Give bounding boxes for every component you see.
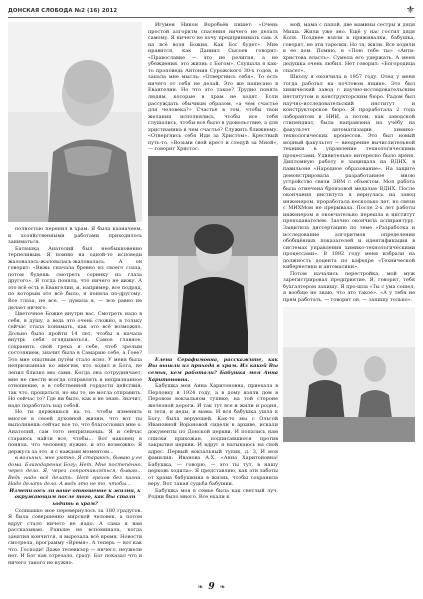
column-3 [283, 22, 415, 577]
photo-woman-in-church [148, 156, 278, 354]
paragraph: Цветочное Божие внутри вас. Смотреть надо в себя, в душу, а ведь это очень сложно, в тольку сейчас стала понимать, как это всё возможно. Дольно было пройти 14 лет, чтобы я начала внутрь себя оглядываться. Самое главное, сохранить свой греха в себе, чтоб зрелым состоянием, значит была в Самарию себе, а Гоее? Это мне опытным путём стало ясно. У меня была непризнанная ко многим, кто ходил в Бога, не лепил близко мы сами. Когда она сотрудничает, мне не свести всегда отправлять в непризнанное отношение, а в собственной гордости действия, так что, прощаться, но мы то, не могла отправить. Но сейчас то? Где ни было, как я не знаю. Значит, надо поработать над собой. [8, 311, 142, 409]
paragraph: Игумен Никон Воробьёв пишет: «Очень простой алгоритм спасения ничего не делать самому. Я ничего не хочу предпринимать сам. А на всё воля Божия. Как Бог будет». Мне нравится, как Даниил Сысоев говорит: «Православие — это не религия, а не убеждения, это жизнь с Богом». Слушала я как-то проповедь Антония Сурожского 30-х годов, и запала мне мысль: «Отвергнись себя». То есть ничего от себя не делай. Это же написано в Евангелии. Но что это такое? Трудно понять людям, которые в храм не ходят. Если рассуждать обычным образом, «а чем счастье для человека?» Счастье в том, чтобы твои желания исполнялись, чтобы все тебя слушались, чтобы все было в удовольствие, а для христианина в чем счастье? Служить ближнему. «Отвергнись себя Иди за Христом». Крестный путь-то. «Возьми свой крест и следуй за Мной», — говорит Христос. [148, 22, 278, 153]
italic-paragraph: в вольных, мне уютно. Я стараюсь, бываю у ее дома. Благодарение Богу: Нет. Мне постепенно, через дело. Я, через сопротивляться, бываю... Ведь надо всё делать. Нет грехов без казни. Надо делать дело. А ведь это не то, чтобы... [8, 455, 142, 488]
interview-question: Елена Серафимовна, расскажите, как Вы вышли из прихода в храм. Из какой Вы семьи, кем работали? Бабушка моя Анна Харитоновна. [148, 356, 278, 383]
column-2 [148, 22, 278, 577]
paragraph: Потом начались перестройка, мой муж зарегистрировал предприятие. Я, говорит, тебя бухгалтером запишу. Я про-шла «Ты с ума сошел, я вообще не знаю, что это такое». «А у тебя не прям работать, — говорит он, — запишу только». [283, 270, 415, 303]
paragraph: Но ты держишься на то, чтобы изменить многое в своей духовной жизни, что вот ты выполняешь сейчас все то, что благословил мне о. Анатолий, сам того непризнаешь. Я и сейчас стараюсь найти все, чтобы... Вот наконец я поняла, что человеку нужно, и это возможно: Я держусь за это, и с каждым моментом... [8, 409, 142, 455]
footer-ornament-icon: ❧ [197, 583, 204, 591]
paragraph: мой, мама с папой, две мамины сестры и дядя Миша. Жили уже эно. Ещё у нас гостил дядя Коля. Позднее взяли в приживалки, бабушка, говорят, не эти тарелки. Но та, жили. Все ходили в ее дом. Помню, в «Пою тебе ты» «Анти-христова власть». Сумела его удержать. А меня дедушка очень любил. Нет говорил: «Богородица спасет». [283, 22, 415, 74]
photo-woman-portrait [8, 22, 142, 222]
paragraph: полностью перепил в храм. Я была казначеем, и хозяйственными работами приходилось заниматься. [8, 226, 142, 246]
interview-question: Изменилось ли ваше отношение к жизни, к окружающим после того, как Вы стали ходить в храм? [9, 487, 141, 507]
paragraph: Школу я окончила в 1957 году. Отец у меня тогда работал на почтовом ящике. Это был химический завод с научно-исследовательским институтом и конструкторским бюро. Радом был научно-исследовательский институт и конструкторское бюро. Я проработала 2 года лаборантом в НИИ, а потом, как заводской стипендиат, была направлена на учёбу на факультет автоматизации химико-технологических процессов. Это был новый модный факультет — внедрение вычислительной техники в управление технологическими процессами. Удивительно интересно было вреня. Дипломную работу я защищала на ВДНХ, в павильоне «Народное образование». На защите демонстрировала разработанное мною устройство связи ЭВМ с объектом. Моя работа была отмечена бронзовой медалью ВДНХ. После окончания института я вернулась на завод инженером, проработала несколько лет, но связи с МИХМом не прерывала. После 2-х лет работы инженером я окончательно перешла в институт преподавателем. Заочно окончила аспирантуру. Защитила диссертацию по теме «Разработка и исследование алгоритмов определения обобщённых показателей и идентификации в системах управления химико-технологическими процессами». В 1992 году меня избрали на должность доцента по кафедре «Технической кибернетики и автоматики». [283, 74, 415, 271]
page-number: 9 [208, 582, 215, 592]
paragraph: Батюшка Анатолий был необыкновенно терпеливым. Я помню на одной-то исповеди жаловалась-жаловалась-жаловалась. А он говорит: «Вижь сначала бревно из своего глаза, потом будешь смотреть соринку из глаза другого». Я тогда поняла, что ничего не вижу. А это всё есть в Евангелии, и, например, все подряд, по которым это всё было, я поняла по-другому. Все глаза, не все, — думала я, — все равно не делает ничего. [8, 245, 142, 311]
paragraph: Бабушка моя Анна Харитоновна, приехала в Перловку в 1924 году, а в дому взяли дом в Перовом вокзальном тупике, на той стороне железной дороги. И так тут все и жили и родня, и тети, и деды, и мама. И вся бабушка ушла к Богу, была верующей. Как-то мы с Ольгой Ивановной Вороновой сидели в архиве, искали документы по Донской церкви. И попались нам списки прихожан, подписавшиеся против закрытия церкви. И вдруг я натыкаюсь на свой адрес. Первый вокзальный тупик, д. 3, И моя фамилия: Иванова А.Х. «Анна Харитоновна! Бабушка, — говорю, — это ты тут, в нашу церковь ходила». Я представляю, как эти заботы от храма бабушкина в жизнь, чтобы сохранила веру. Вот такая судьба бабушки. [148, 383, 278, 488]
column-1 [8, 22, 142, 577]
footer-ornament-icon: ❧ [219, 583, 226, 591]
photo-family [283, 307, 415, 442]
family-photo-illustration [283, 307, 415, 442]
page-footer [0, 581, 423, 593]
church-photo-illustration [148, 156, 278, 354]
paragraph: Солнышко мое перевернулось за 180 градусов. Я была совершенно мирской человек, а потом вдруг стало ничего не надо. А сама я вам рассказываю. Раньше не вспоминала, когда занятия кончится, я вырезала всё время. Новости смотрела, программу «Время». А теперь — вот как что. Господи! Даже телевизор — ничего, неужели нет. И Бог как отрезало, сразу. Бог показал что и ничего такого не нужно. [8, 507, 142, 566]
header-ornament-icon: ⚜ [406, 4, 415, 16]
page-header [8, 4, 415, 18]
portrait-illustration [8, 22, 142, 222]
paragraph: Бабушка моя в семье была как светлый луч. Родни было много. Все ехали к [148, 487, 278, 501]
publication-name: ДОНСКАЯ СЛОБОДА №2 (16) 2012 [8, 7, 118, 14]
